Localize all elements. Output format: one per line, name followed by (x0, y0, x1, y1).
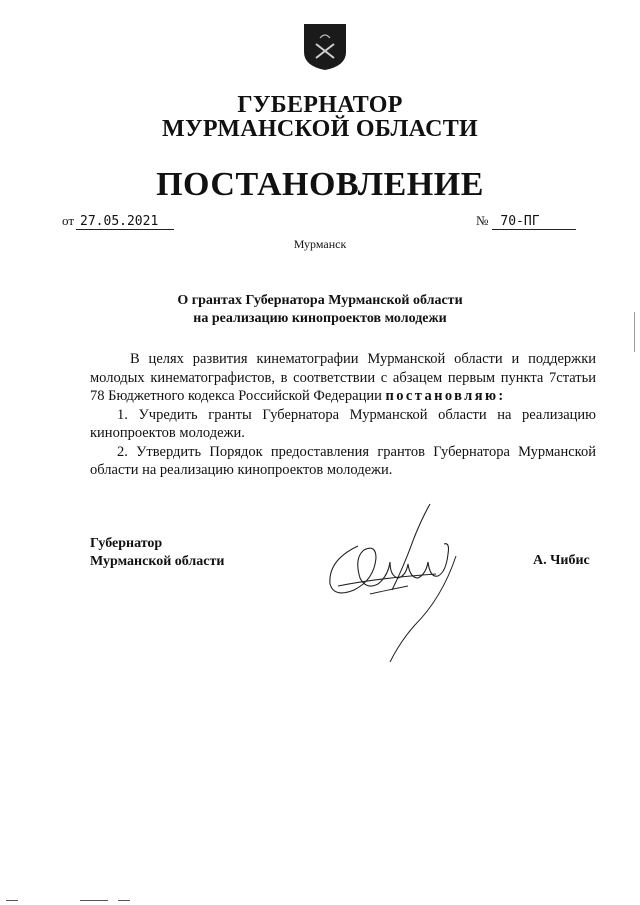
decree-word: постановляю: (385, 388, 506, 404)
coat-of-arms-icon (302, 22, 348, 72)
handwritten-signature (318, 498, 478, 670)
scan-edge-mark (634, 312, 635, 352)
date-value: 27.05.2021 (76, 214, 174, 230)
intro-paragraph (90, 350, 596, 406)
subject-line2: на реализацию кинопроектов молодежи (193, 311, 447, 326)
item-1: 1. Учредить гранты Губернатора Мурманской области на реализацию кинопроектов молодежи. (90, 406, 596, 441)
subject-line1: О грантах Губернатора Мурманской области (177, 293, 463, 308)
intro-text: В целях развития кинематографии Мурманской области и поддержки молодых кинематографистов, в соответствии с абзацем первым пункта 7статьи 78 Бюджетного кодекса Российской Федерации (90, 351, 596, 404)
scan-footer-mark (80, 900, 108, 901)
date-prefix: от (62, 213, 75, 228)
date-field (62, 213, 174, 230)
document-body (90, 350, 596, 480)
signatory-position (90, 535, 224, 571)
city-name: Мурманск (293, 237, 347, 251)
position-line1: Губернатор (90, 536, 163, 551)
issuer-title-line1: ГУБЕРНАТОР (237, 92, 403, 118)
signatory-name: А. Чибис (533, 553, 590, 568)
document-subject (0, 292, 640, 328)
number-value: 70-ПГ (492, 214, 576, 230)
number-field (476, 213, 576, 230)
document-type-title: ПОСТАНОВЛЕНИЕ (156, 166, 484, 203)
number-prefix: № (476, 213, 489, 228)
position-line2: Мурманской области (90, 554, 225, 569)
scan-footer-mark (118, 900, 130, 901)
scan-footer-mark (6, 900, 18, 901)
item-2: 2. Утвердить Порядок предоставления грантов Губернатора Мурманской области на реализацию кинопроектов молодежи. (90, 443, 596, 478)
issuer-title-line2: МУРМАНСКОЙ ОБЛАСТИ (162, 116, 478, 142)
